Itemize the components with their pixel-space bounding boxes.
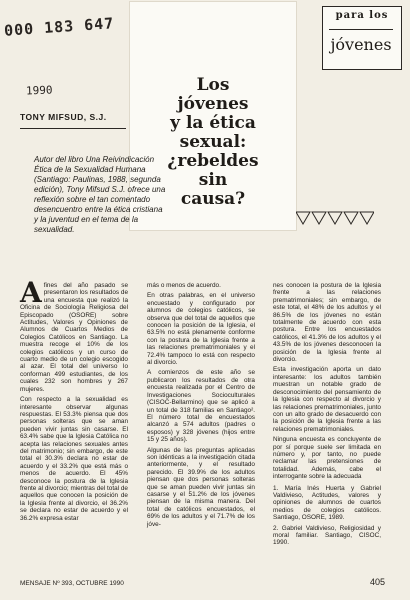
column-1 [20,276,128,525]
column-2 [147,282,255,531]
paragraph: Con respecto a la sexualidad es interesante observar algunas respuestas. El 53.3% piensa que dos personas solteras que se aman pueden vivir juntas sin casarse. El 63.4% sabe que la Iglesia Católica no acepta las relaciones sexuales antes del matrimonio; sin embargo, de este total el 30.3% declara no estar de acuerdo y el 33.2% que está más o menos de acuerdo. El 45% desconoce la postura de la Iglesia frente al divorcio; mientras del total de aquellos que conocen la posición de la Iglesia frente al divorcio, el 36.2% se declara no estar de acuerdo y el 36.2% expresa estar [20,396,128,522]
paragraph: Afines del año pasado se presentaron los resultados de una encuesta que realizó la Oficina de Sociología Religiosa del Episcopado (OSORE) sobre Actitudes, Valores y Opiniones de Alumnos de Cuartos Medios de Colegios Católicos en Santiago. La muestra recoge el 10% de los colegios católicos y un curso de cuarto medio de un colegio escogido al azar. El total del universo lo conforman 499 estudiantes, de los cuales 232 son hombres y 267 mujeres. [20,276,128,393]
column-3 [273,282,381,550]
title-line: sexual: [179,132,247,152]
byline-rule [20,128,126,129]
triangle-decoration-icon [296,190,374,240]
paragraph: nes conocen la postura de la Iglesia frente a las relaciones prematrimoniales; sin embargo, de este total, el 48% de los adultos y el 86.5% de los jóvenes no están totalmente de acuerdo con esta postura. Entre los encuestados católicos, el 41.3% de los adultos y el 43.5% de los jóvenes desconocen la posición de la Iglesia frente al divorcio. [273,282,381,364]
paragraph: A comienzos de este año se publicaron los resultados de otra encuesta realizada por el Centro de Investigaciones Socioculturales (CISOC-Bellarmino) que se aplicó a un total de 318 familias en Santiago². El número total de encuestados alcanzó a 574 adultos (padres o esposos) y 328 jóvenes (hijos entre 15 y 25 años). [147,369,255,444]
footnote: 2. Gabriel Valdivieso, Religiosidad y moral familiar. Santiago, CISOC, 1990. [273,524,381,547]
paragraph: Algunas de las preguntas aplicadas son idénticas a la investigación citada anteriormente, y el resultado parecido. El 39.9% de los adultos piensan que dos personas solteras que se aman pueden vivir juntas sin casarse y el 51.2% de los jóvenes piensan de la misma manera. Del total de católicos encuestados, el 69% de los adultos y el 71.7% de los jóve- [147,446,255,528]
paragraph: En otras palabras, en el universo encuestado y configurado por alumnos de colegios católicos, se observa que del total de aquellos que conocen la posición de la Iglesia, el 63.5% no está plenamente conforme con la postura de la Iglesia frente a las relaciones prematrimoniales y el 72.4% tampoco lo está con respecto al divorcio. [147,292,255,367]
footnote: 1. María Inés Huerta y Gabriel Valdivieso, Actitudes, valores y opiniones de alumnos de cuartos medios de colegios católicos. Santiago, OSORE, 1989. [273,484,381,522]
section-badge-top: para los [335,10,389,21]
page-number: 405 [370,577,386,587]
title-line: sin [198,170,228,190]
handwritten-catalog-number: 000 183 647 [3,14,115,40]
intro-text: Autor del libro Una Reivindicación Ética de la Sexualidad Humana (Santiago: Paulinas, 1988, segunda edición), Tony Mifsud S.J. ofrece una reflexión sobre el tan comentado desencuentro entre la ética cristiana y la juventud en el tema de la sexualidad. [34,155,166,234]
paragraph: Ninguna encuesta es concluyente de por sí porque suele ser limitada en número y, por tanto, no puede reclamar las pretensiones de totalidad. Además, cabe el interrogante sobre la adecuada [273,436,381,481]
section-badge-bottom: jóvenes [329,29,393,60]
title-line: y la ética [170,113,256,133]
title-line: ¿rebeldes [167,151,259,171]
title-line: causa? [180,189,246,209]
footer-issue: MENSAJE Nº 393, OCTUBRE 1990 [20,580,124,587]
handwritten-year: 1990 [25,83,53,98]
dropcap-letter: A [20,276,42,309]
author-byline: TONY MIFSUD, S.J. [20,112,107,122]
title-line: jóvenes [177,94,249,114]
paragraph: más o menos de acuerdo. [147,282,221,289]
section-badge [322,6,402,70]
paragraph: Esta investigación aporta un dato interesante: los adultos también muestran un notable grado de desconocimiento del pensamiento de la Iglesia con respecto al divorcio y las relaciones prematrimoniales, junto con un alto grado de desacuerdo con la posición de la Iglesia frente a las relaciones prematrimoniales. [273,366,381,433]
title-line: Los [196,75,230,95]
